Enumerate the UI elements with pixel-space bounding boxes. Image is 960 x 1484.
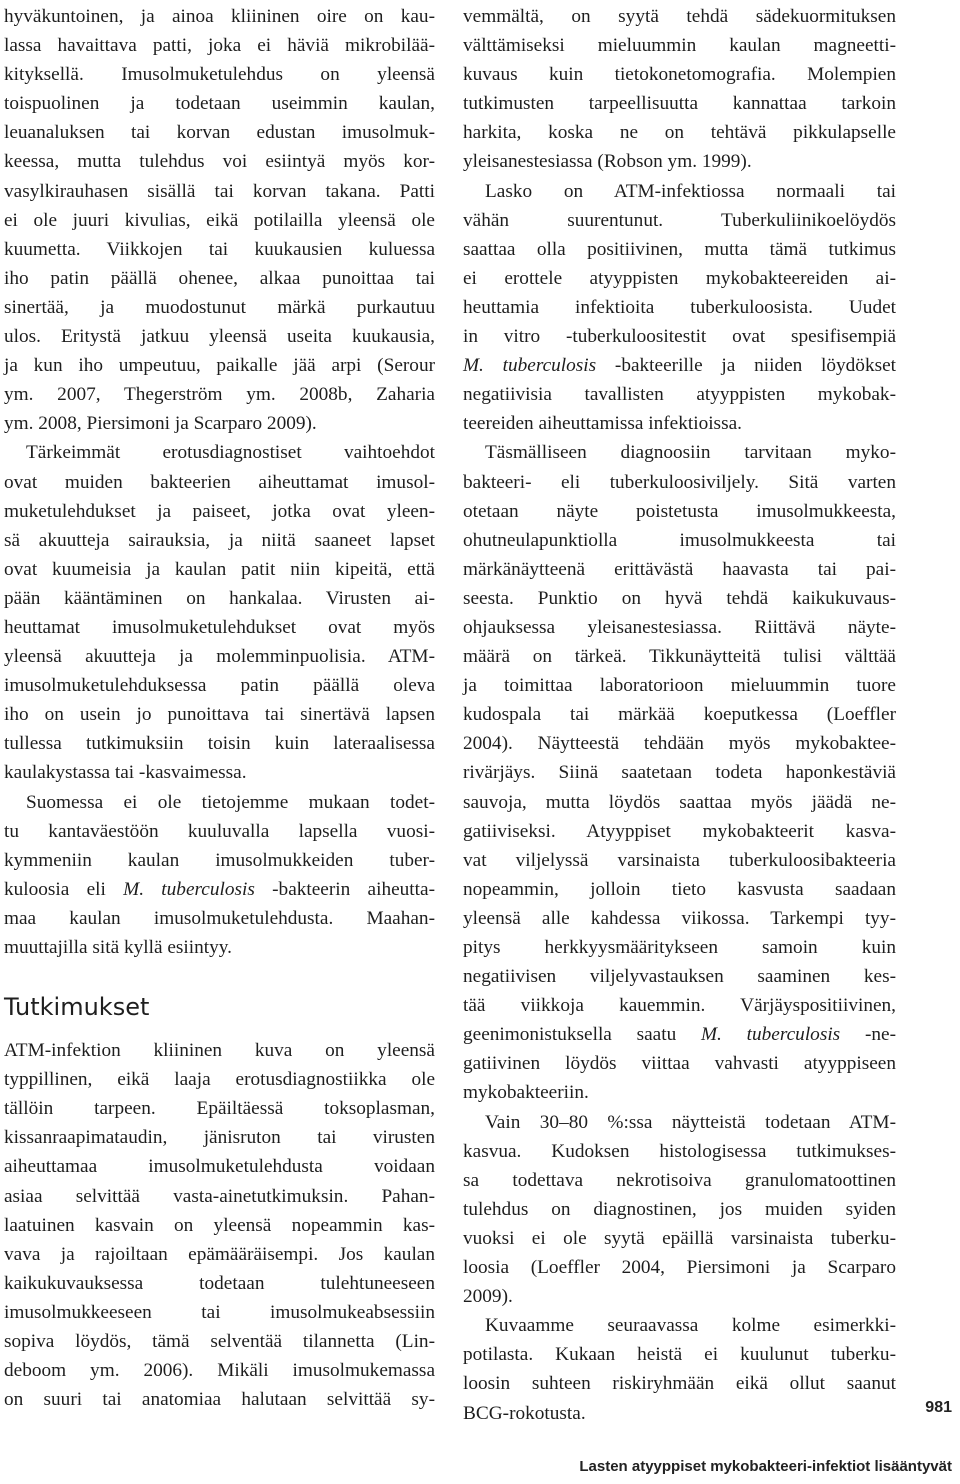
text-line: heuttamat imusolmuketulehdukset ovat myös [4,616,435,638]
text-line: pään kääntäminen on hankalaa. Virusten ai- [4,587,435,609]
text-line: harkita, koska ne on tehtävä pikkulapselle [463,122,896,144]
species-name: M. tuberculosis [701,1024,841,1046]
text-line: sä akuutteja sairauksia, ja niitä saaneet lapset [4,529,435,551]
text-line: loosia (Loeffler 2004, Piersimoni ja Scarparo [463,1257,896,1279]
species-name: M. tuberculosis [463,355,597,377]
text-line: Täsmälliseen diagnoosiin tarvitaan myko- [485,442,896,464]
text-line [463,351,896,380]
text-line: nopeammin, jolloin tieto kasvusta saadaan [463,878,896,900]
text-line: 2004). Näytteestä tehdään myös mykobaktee- [463,733,896,755]
text-line: Suomessa ei ole tietojemme mukaan todet- [26,791,435,813]
text-line: ohjauksessa yleisanestesiassa. Riittävä näyte- [463,616,896,638]
text-line: muuttajilla sitä kyllä esiintyy. [4,937,232,958]
text-line: loosin suhteen riskiryhmään eikä ollut saanut [463,1373,896,1395]
text-line: vat viljelyssä varsinaista tuberkuloosibakteeria [463,849,896,871]
text-line: saattaa olla positiivinen, mutta tämä tutkimus [463,238,896,260]
text-line: deboom ym. 2006). Mikäli imusolmukemassa [4,1360,435,1382]
text-line: imusolmukkeeseen tai imusolmukeabsessiin [4,1301,435,1323]
text-line: gatiiviseksi. Atyyppiset mykobakteerit kasva- [463,820,896,842]
text-line: mykobakteeriin. [463,1082,589,1104]
text-line: gatiivinen löydös viittaa vahvasti atyyppiseen [463,1053,896,1075]
text-line: aiheuttamaa imusolmuketulehdusta voidaan [4,1156,435,1178]
paragraph-3 [4,788,435,963]
text-line: Lasko on ATM-infektiossa normaali tai [485,180,896,202]
text-line: kaulakystassa tai -kasvaimessa. [4,762,247,784]
paragraph-3 [463,438,896,1107]
section-heading: Tutkimukset [4,993,150,1022]
text-line: tällöin tarpeen. Epäiltäessä toksoplasman, [4,1098,435,1120]
text-line: ohutneulapunktiolla imusolmukkeesta tai [463,529,896,551]
text-line: kasvua. Kudoksen histologisessa tutkimukses- [463,1140,896,1162]
text-line: ulos. Eritystä jatkuu yleensä useita kuukausia, [4,326,435,348]
text-line: yleensä akuutteja ja molemminpuolisia. ATM- [4,646,435,668]
text-line: Vain 30–80 %:ssa näytteistä todetaan ATM- [485,1111,896,1133]
text-line: rivärjäys. Siinä saatetaan todeta haponkestäviä [463,762,896,784]
text-line: potilasta. Kukaan heistä ei kuulunut tuberku- [463,1344,896,1366]
paragraph-4 [4,1036,435,1414]
text-line: välttämiseksi mieluummin kaulan magneetti- [463,35,896,57]
text-line: iho on usein jo punoittava tai sinertävä lapsen [4,704,435,726]
text-line: ovat muiden bakteerien aiheuttamat imusol- [4,471,435,493]
paragraph-4 [463,1108,896,1312]
text-line: kaikukuvauksessa todetaan tulehtuneeseen [4,1272,435,1294]
text-line [4,875,435,904]
text-line: vemmältä, on syytä tehdä sädekuormituksen [463,6,896,27]
text-line: pitys herkkyysmääritykseen samoin kuin [463,937,896,958]
text-fragment: -bakteerille ja niiden löydökset [596,355,896,377]
text-line: yleensä alle kahdessa viikossa. Tarkempi tyy- [463,907,896,929]
text-line: typpillinen, eikä laaja erotusdiagnostiikka ole [4,1069,435,1091]
text-line: lassa havaittava patti, joka ei häviä mikrobilää- [4,35,435,57]
text-line: hyväkuntoinen, ja ainoa kliininen oire on kau- [4,6,435,27]
text-line [463,1020,896,1049]
running-footer: Lasten atyyppiset mykobakteeri-infektiot lisääntyvät [579,1458,952,1475]
text-line: ei erottele atyyppisten mykobakteereiden ai- [463,267,896,289]
text-line: Kuvaamme seuraavassa kolme esimerkki- [485,1315,896,1337]
text-line: muketulehdukset ja paiseet, jotka ovat yleen- [4,500,435,522]
text-line: ei ole juuri kivulias, eikä potilailla yleensä ole [4,209,435,231]
text-line: leuanaluksen tai korvan edustan imusolmuk- [4,122,435,144]
text-line: otetaan näyte poistetusta imusolmukkeesta, [463,500,896,522]
paragraph-2 [463,177,896,439]
text-line: heuttamia infektioita tuberkuloosista. Uudet [463,296,896,318]
text-line: vasylkirauhasen sisällä tai korvan takana. Patti [4,180,435,202]
text-fragment: -bakteerin aiheutta- [254,878,435,900]
text-line: tulehdus on diagnostinen, jos muiden syiden [463,1198,896,1220]
text-line: ovat kuumeisia ja kaulan patit niin kipeitä, että [4,558,435,580]
text-line: ATM-infektion kliininen kuva on yleensä [4,1040,435,1062]
text-line: tutkimusten tarpeellisuutta kannattaa tarkoin [463,93,896,115]
text-line: ym. 2008, Piersimoni ja Scarparo 2009). [4,413,317,435]
text-line: sauvoja, mutta löydös saattaa myös jäädä ne- [463,791,896,813]
text-line: negatiivisia tavallisten atyyppisten mykobak- [463,384,896,406]
text-line: ym. 2007, Thegerström ym. 2008b, Zaharia [4,384,435,406]
text-line: asiaa selvittää vasta-ainetutkimuksin. Pahan- [4,1185,435,1207]
text-line: ja toimittaa laboratorioon mieluummin tuore [463,675,896,697]
text-fragment: kuloosia eli [4,878,124,900]
text-line: vava ja rajoiltaan epämääräisempi. Jos kaulan [4,1243,435,1265]
text-line: keessa, mutta tulehdus voi esiintyä myös kor- [4,151,435,173]
left-text-column [4,2,435,1414]
species-name: M. tuberculosis [123,878,255,900]
text-line: märkänäytteenä erittävästä haavasta tai pai- [463,558,896,580]
text-line: sinertää, ja muodostunut märkä purkautuu [4,296,435,318]
paragraph-5 [463,1311,896,1427]
text-line: kissanraapimataudin, jänisruton tai virusten [4,1127,435,1149]
text-line: vähän suurentunut. Tuberkuliinikoelöydös [463,209,896,231]
text-line: määrä on tärkeä. Tikkunäytteitä tulisi välttää [463,646,896,668]
text-line: ja kun iho umpeutuu, paikalle jää arpi (Serour [4,355,435,377]
text-line: in vitro -tuberkuloositestit ovat spesifisempiä [463,326,896,348]
text-fragment: geenimonistuksella saatu [463,1024,701,1046]
paragraph-1 [463,2,896,177]
paragraph-1 [4,2,435,438]
text-line: teereiden aiheuttamissa infektioissa. [463,413,742,435]
text-line: kuumetta. Viikkojen tai kuukausien kuluessa [4,238,435,260]
text-line: tullessa tutkimuksiin toisin kuin lateraalisessa [4,733,435,755]
paragraph-2 [4,438,435,787]
text-line: on suuri tai anatomiaa halutaan selvittää sy- [4,1389,435,1411]
text-line: sa todettava nekrotisoiva granulomatoottinen [463,1169,896,1191]
right-text-column [463,2,896,1428]
text-line: laatuinen kasvain on yleensä nopeammin kas- [4,1214,435,1236]
text-line: vuoksi ei ole syytä epäillä varsinaista tuberku- [463,1227,896,1249]
text-line: sopiva löydös, tämä selventää tilannetta (Lin- [4,1331,435,1353]
text-line: iho patin päällä ohenee, alkaa punoittaa tai [4,267,435,289]
text-line: kityksellä. Imusolmuketulehdus on yleensä [4,64,435,86]
text-line: 2009). [463,1286,513,1308]
text-line: tu kantaväestöön kuuluvalla lapsella vuosi- [4,820,435,842]
text-line: imusolmuketulehduksessa patin päällä oleva [4,675,435,697]
text-line: negatiivisen viljelyvastauksen saaminen kes- [463,966,896,988]
text-line: bakteeri- eli tuberkuloosiviljely. Sitä varten [463,471,896,493]
text-line: Tärkeimmät erotusdiagnostiset vaihtoehdot [26,442,435,464]
text-line: kuvaus kuin tietokonetomografia. Molempien [463,64,896,86]
text-line: maa kaulan imusolmuketulehdusta. Maahan- [4,907,435,929]
text-line: toispuolinen ja todetaan useimmin kaulan, [4,93,435,115]
text-line: kudospala tai märkää koeputkessa (Loeffler [463,704,896,726]
text-line: BCG-rokotusta. [463,1402,586,1424]
text-line: tää viikkoja kauemmin. Värjäyspositiivinen, [463,995,896,1017]
text-line: kymmeniin kaulan imusolmukkeiden tuber- [4,849,435,871]
page-number: 981 [925,1399,952,1416]
text-line: seesta. Punktio on hyvä tehdä kaikukuvaus- [463,587,896,609]
text-fragment: -ne- [840,1024,896,1046]
text-line: yleisanestesiassa (Robson ym. 1999). [463,151,752,173]
